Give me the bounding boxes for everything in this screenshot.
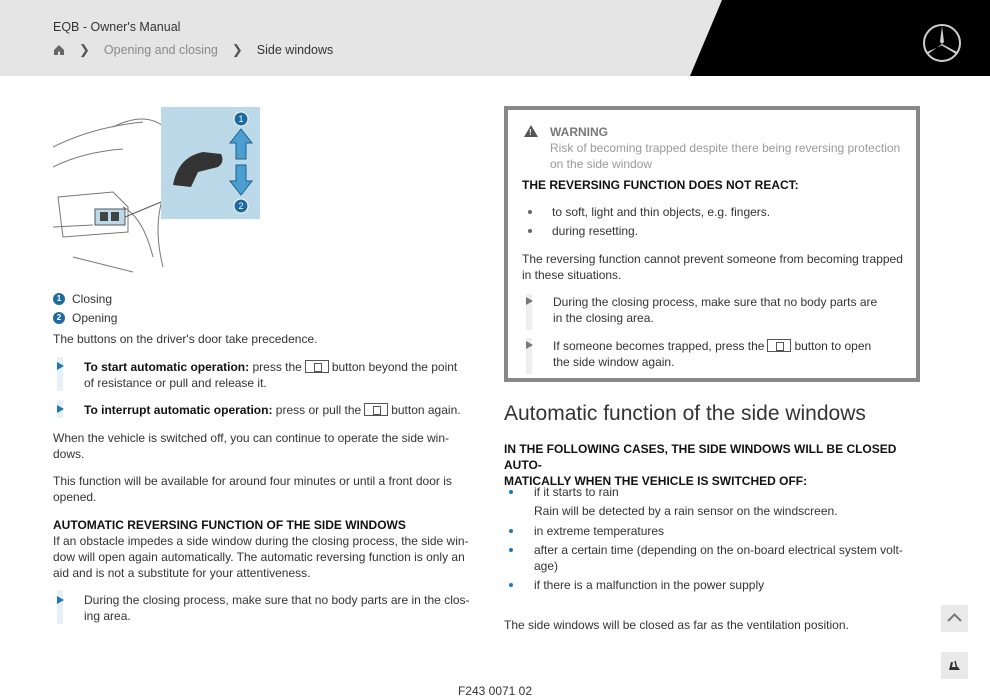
doc-title: EQB - Owner's Manual bbox=[53, 20, 181, 34]
warning-step-1 bbox=[553, 294, 913, 326]
window-button-icon bbox=[767, 339, 791, 352]
reversing-text bbox=[53, 533, 473, 581]
chevron-right-icon: ❯ bbox=[231, 42, 243, 57]
text-line: in the closing area. bbox=[553, 311, 654, 325]
auto-bullet-time bbox=[534, 542, 914, 574]
step-arrow-icon bbox=[526, 297, 533, 305]
auto-bullet-rain: if it starts to rain bbox=[534, 485, 619, 499]
step-text: button beyond the point bbox=[331, 360, 458, 374]
text-line: During the closing process, make sure that no body parts are in the clos- bbox=[84, 593, 470, 607]
step-text: press the bbox=[252, 360, 302, 374]
breadcrumb bbox=[53, 42, 333, 58]
bullet bbox=[509, 583, 513, 587]
four-minutes-text bbox=[53, 473, 473, 505]
bullet bbox=[509, 548, 513, 552]
ventilation-text: The side windows will be closed as far as the ventilation position. bbox=[504, 618, 849, 632]
window-button-icon bbox=[364, 403, 388, 416]
breadcrumb-item-side-windows: Side windows bbox=[256, 43, 334, 57]
step-label: To start automatic operation: bbox=[84, 360, 250, 374]
step-arrow-icon bbox=[57, 405, 64, 413]
text-line: aid and is not a substitute for your attentiveness. bbox=[53, 566, 311, 580]
warning-subtitle bbox=[550, 140, 900, 172]
text-line: If someone becomes trapped, press the bbox=[553, 339, 765, 353]
step-text: button again. bbox=[391, 403, 461, 417]
text-line: This function will be available for around four minutes or until a front door is bbox=[53, 474, 452, 488]
auto-bullet-temperature: in extreme temperatures bbox=[534, 524, 665, 538]
bullet bbox=[509, 529, 513, 533]
door-switch-illustration bbox=[53, 107, 260, 277]
text-line: button to open bbox=[794, 339, 872, 353]
warning-box bbox=[504, 106, 920, 382]
switched-off-text bbox=[53, 430, 473, 462]
text-line: The reversing function cannot prevent someone from becoming trapped bbox=[522, 252, 903, 266]
section-title: Automatic function of the side windows bbox=[504, 402, 866, 425]
legend-label: Closing bbox=[72, 292, 113, 306]
text-line: the side window again. bbox=[553, 355, 675, 369]
header bbox=[0, 0, 990, 76]
text-line: dow will open again automatically. The automatic reversing function is only an bbox=[53, 550, 465, 564]
step-arrow-icon bbox=[526, 341, 533, 349]
callout-number: 2 bbox=[53, 312, 65, 324]
warning-step-2 bbox=[553, 338, 913, 370]
window-button-icon bbox=[305, 360, 329, 373]
bullet bbox=[509, 490, 513, 494]
bullet bbox=[528, 210, 532, 214]
legend-label: Opening bbox=[72, 310, 118, 325]
step-label: To interrupt automatic operation: bbox=[84, 403, 273, 417]
mercedes-star-logo[interactable] bbox=[922, 23, 962, 63]
home-icon[interactable] bbox=[53, 44, 65, 56]
chevron-right-icon: ❯ bbox=[79, 42, 90, 57]
scroll-up-button[interactable] bbox=[941, 605, 968, 632]
text-line: in these situations. bbox=[522, 268, 622, 282]
text-line: During the closing process, make sure that no body parts are bbox=[553, 295, 878, 309]
step-arrow-icon bbox=[57, 596, 64, 604]
svg-text:2: 2 bbox=[238, 201, 244, 211]
step-text: press or pull the bbox=[275, 403, 362, 417]
legend-item-opening bbox=[53, 309, 117, 328]
svg-text:1: 1 bbox=[238, 114, 244, 124]
start-automatic-step bbox=[84, 359, 474, 391]
warning-title: WARNING bbox=[550, 125, 608, 139]
figure-code: F243 0071 02 bbox=[457, 684, 533, 698]
text-line: age) bbox=[534, 559, 559, 573]
step-arrow-icon bbox=[57, 362, 64, 370]
text-line: after a certain time (depending on the on-board electrical system volt- bbox=[534, 543, 903, 557]
chevron-up-icon bbox=[941, 605, 968, 632]
seat-icon bbox=[941, 652, 968, 679]
text-line: When the vehicle is switched off, you can continue to operate the side win- bbox=[53, 431, 450, 445]
auto-bullet-rain-sub: Rain will be detected by a rain sensor on the windscreen. bbox=[534, 504, 838, 518]
callout-number: 1 bbox=[53, 293, 65, 305]
text-line: dows. bbox=[53, 447, 85, 461]
auto-heading bbox=[504, 441, 924, 489]
text-line: MATICALLY WHEN THE VEHICLE IS SWITCHED OFF: bbox=[504, 474, 808, 488]
text-line: If an obstacle impedes a side window during the closing process, the side win- bbox=[53, 534, 469, 548]
bullet bbox=[528, 229, 532, 233]
warning-bullet: to soft, light and thin objects, e.g. fingers. bbox=[552, 205, 771, 219]
interrupt-automatic-step bbox=[84, 402, 474, 418]
text-line: ing area. bbox=[84, 609, 131, 623]
precedence-text: The buttons on the driver's door take precedence. bbox=[53, 332, 318, 346]
text-line: Risk of becoming trapped despite there being reversing protection bbox=[550, 141, 901, 155]
warning-triangle-icon: ! bbox=[524, 125, 538, 137]
seat-icon-button[interactable] bbox=[941, 652, 968, 679]
warning-heading: THE REVERSING FUNCTION DOES NOT REACT: bbox=[522, 178, 799, 192]
reversing-heading: AUTOMATIC REVERSING FUNCTION OF THE SIDE WINDOWS bbox=[53, 518, 406, 532]
text-line: opened. bbox=[53, 490, 97, 504]
warning-bullet: during resetting. bbox=[552, 224, 639, 238]
closing-step bbox=[84, 592, 474, 624]
legend-item-closing bbox=[53, 290, 117, 309]
step-text: of resistance or pull and release it. bbox=[84, 376, 267, 390]
text-line: on the side window bbox=[550, 157, 653, 171]
breadcrumb-item-opening-closing[interactable]: Opening and closing bbox=[103, 43, 218, 57]
warning-cannot-text bbox=[522, 251, 912, 283]
figure-legend bbox=[53, 290, 117, 327]
auto-bullet-malfunction: if there is a malfunction in the power supply bbox=[534, 578, 765, 592]
text-line: IN THE FOLLOWING CASES, THE SIDE WINDOWS WILL BE CLOSED AUTO- bbox=[504, 442, 897, 472]
